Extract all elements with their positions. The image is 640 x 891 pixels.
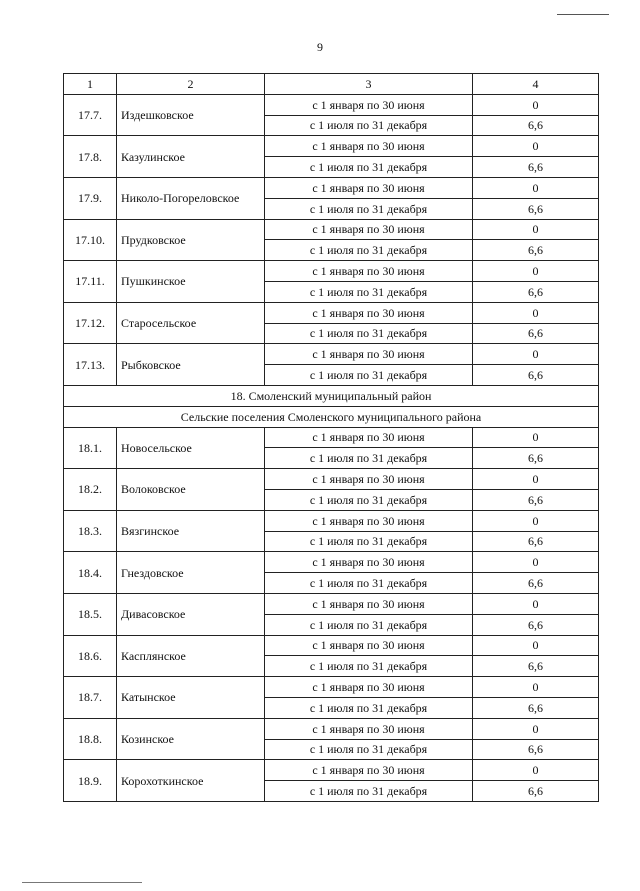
value-first-half: 0 — [473, 261, 599, 282]
value-second-half: 6,6 — [473, 365, 599, 386]
table-row — [64, 677, 599, 698]
settlement-name: Вязгинское — [117, 510, 265, 552]
value-second-half: 6,6 — [473, 448, 599, 469]
table-row — [64, 510, 599, 531]
value-second-half: 6,6 — [473, 614, 599, 635]
value-first-half: 0 — [473, 635, 599, 656]
value-second-half: 6,6 — [473, 489, 599, 510]
settlement-name: Гнездовское — [117, 552, 265, 594]
settlement-name: Старосельское — [117, 302, 265, 344]
value-second-half: 6,6 — [473, 240, 599, 261]
period-second-half: с 1 июля по 31 декабря — [265, 489, 473, 510]
settlement-name: Рыбковское — [117, 344, 265, 386]
value-first-half: 0 — [473, 593, 599, 614]
period-second-half: с 1 июля по 31 декабря — [265, 448, 473, 469]
period-second-half: с 1 июля по 31 декабря — [265, 157, 473, 178]
value-first-half: 0 — [473, 677, 599, 698]
settlement-number: 18.4. — [64, 552, 117, 594]
period-second-half: с 1 июля по 31 декабря — [265, 323, 473, 344]
settlement-number: 18.8. — [64, 718, 117, 760]
section-subtitle-row — [64, 406, 599, 427]
table-row — [64, 593, 599, 614]
period-second-half: с 1 июля по 31 декабря — [265, 531, 473, 552]
period-second-half: с 1 июля по 31 декабря — [265, 115, 473, 136]
period-first-half: с 1 января по 30 июня — [265, 261, 473, 282]
settlement-name: Корохоткинское — [117, 760, 265, 802]
period-first-half: с 1 января по 30 июня — [265, 552, 473, 573]
header-col-4: 4 — [473, 74, 599, 95]
tariff-table-body — [64, 74, 599, 802]
table-row — [64, 94, 599, 115]
period-first-half: с 1 января по 30 июня — [265, 344, 473, 365]
value-first-half: 0 — [473, 427, 599, 448]
period-second-half: с 1 июля по 31 декабря — [265, 614, 473, 635]
period-first-half: с 1 января по 30 июня — [265, 510, 473, 531]
settlement-name: Дивасовское — [117, 593, 265, 635]
period-first-half: с 1 января по 30 июня — [265, 718, 473, 739]
settlement-name: Касплянское — [117, 635, 265, 677]
settlement-number: 17.9. — [64, 177, 117, 219]
table-row — [64, 635, 599, 656]
header-col-1: 1 — [64, 74, 117, 95]
value-first-half: 0 — [473, 760, 599, 781]
value-first-half: 0 — [473, 136, 599, 157]
settlement-name: Козинское — [117, 718, 265, 760]
settlement-number: 18.7. — [64, 677, 117, 719]
table-row — [64, 760, 599, 781]
period-second-half: с 1 июля по 31 декабря — [265, 781, 473, 802]
settlement-name: Казулинское — [117, 136, 265, 178]
table-row — [64, 261, 599, 282]
value-second-half: 6,6 — [473, 739, 599, 760]
table-row — [64, 136, 599, 157]
period-second-half: с 1 июля по 31 декабря — [265, 697, 473, 718]
value-first-half: 0 — [473, 302, 599, 323]
settlement-number: 18.1. — [64, 427, 117, 469]
settlement-number: 17.13. — [64, 344, 117, 386]
table-row — [64, 344, 599, 365]
settlement-name: Николо-Погореловское — [117, 177, 265, 219]
settlement-number: 17.12. — [64, 302, 117, 344]
settlement-name: Прудковское — [117, 219, 265, 261]
period-first-half: с 1 января по 30 июня — [265, 94, 473, 115]
value-first-half: 0 — [473, 94, 599, 115]
value-first-half: 0 — [473, 469, 599, 490]
settlement-number: 18.5. — [64, 593, 117, 635]
value-second-half: 6,6 — [473, 115, 599, 136]
page-number: 9 — [317, 40, 323, 54]
period-second-half: с 1 июля по 31 декабря — [265, 240, 473, 261]
period-second-half: с 1 июля по 31 декабря — [265, 365, 473, 386]
period-second-half: с 1 июля по 31 декабря — [265, 198, 473, 219]
settlement-number: 17.10. — [64, 219, 117, 261]
value-first-half: 0 — [473, 510, 599, 531]
settlement-number: 17.8. — [64, 136, 117, 178]
value-first-half: 0 — [473, 718, 599, 739]
value-second-half: 6,6 — [473, 573, 599, 594]
section-subtitle: Сельские поселения Смоленского муниципального района — [64, 406, 599, 427]
table-row — [64, 552, 599, 573]
settlement-number: 17.11. — [64, 261, 117, 303]
value-first-half: 0 — [473, 552, 599, 573]
value-first-half: 0 — [473, 177, 599, 198]
settlement-name: Волоковское — [117, 469, 265, 511]
period-first-half: с 1 января по 30 июня — [265, 593, 473, 614]
table-row — [64, 219, 599, 240]
settlement-number: 18.2. — [64, 469, 117, 511]
value-first-half: 0 — [473, 219, 599, 240]
period-first-half: с 1 января по 30 июня — [265, 760, 473, 781]
value-second-half: 6,6 — [473, 281, 599, 302]
table-row — [64, 718, 599, 739]
value-second-half: 6,6 — [473, 781, 599, 802]
value-second-half: 6,6 — [473, 697, 599, 718]
value-second-half: 6,6 — [473, 323, 599, 344]
settlement-name: Новосельское — [117, 427, 265, 469]
bottom-rule — [22, 882, 142, 883]
period-first-half: с 1 января по 30 июня — [265, 677, 473, 698]
value-second-half: 6,6 — [473, 656, 599, 677]
settlement-number: 18.3. — [64, 510, 117, 552]
settlement-name: Издешковское — [117, 94, 265, 136]
header-row — [64, 74, 599, 95]
period-first-half: с 1 января по 30 июня — [265, 427, 473, 448]
settlement-number: 18.6. — [64, 635, 117, 677]
settlement-name: Катынское — [117, 677, 265, 719]
tariff-table — [63, 73, 599, 802]
section-title: 18. Смоленский муниципальный район — [64, 385, 599, 406]
value-second-half: 6,6 — [473, 157, 599, 178]
period-first-half: с 1 января по 30 июня — [265, 469, 473, 490]
table-row — [64, 177, 599, 198]
table-row — [64, 427, 599, 448]
table-row — [64, 469, 599, 490]
period-first-half: с 1 января по 30 июня — [265, 136, 473, 157]
period-first-half: с 1 января по 30 июня — [265, 302, 473, 323]
period-second-half: с 1 июля по 31 декабря — [265, 281, 473, 302]
period-second-half: с 1 июля по 31 декабря — [265, 656, 473, 677]
value-second-half: 6,6 — [473, 531, 599, 552]
period-second-half: с 1 июля по 31 декабря — [265, 573, 473, 594]
settlement-number: 17.7. — [64, 94, 117, 136]
settlement-name: Пушкинское — [117, 261, 265, 303]
period-first-half: с 1 января по 30 июня — [265, 219, 473, 240]
top-rule — [557, 14, 609, 15]
period-second-half: с 1 июля по 31 декабря — [265, 739, 473, 760]
header-col-2: 2 — [117, 74, 265, 95]
section-title-row — [64, 385, 599, 406]
period-first-half: с 1 января по 30 июня — [265, 177, 473, 198]
settlement-number: 18.9. — [64, 760, 117, 802]
value-second-half: 6,6 — [473, 198, 599, 219]
table-row — [64, 302, 599, 323]
header-col-3: 3 — [265, 74, 473, 95]
value-first-half: 0 — [473, 344, 599, 365]
period-first-half: с 1 января по 30 июня — [265, 635, 473, 656]
